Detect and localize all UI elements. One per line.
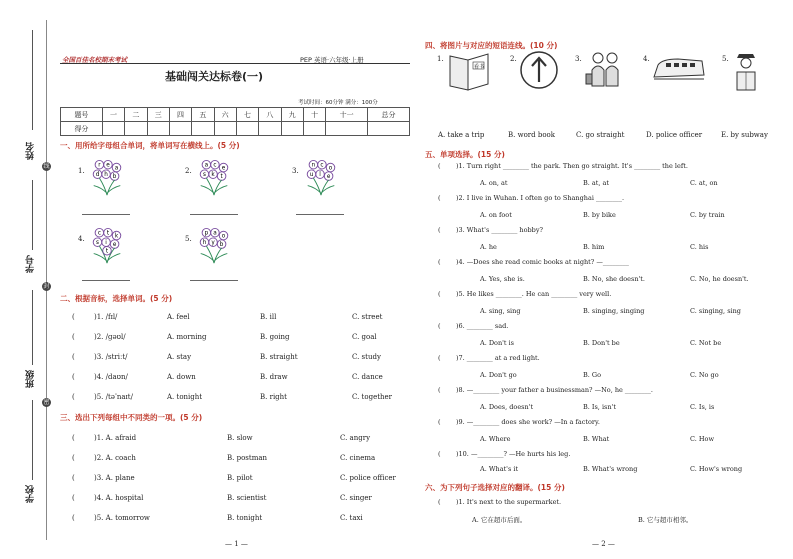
answer-paren[interactable]: (: [438, 498, 441, 506]
puzzle-number: 5.: [185, 235, 192, 243]
option-a: A. Does, doesn't: [480, 403, 534, 411]
option-a: A. sing, sing: [480, 307, 521, 315]
puzzle-letter: d: [95, 172, 100, 179]
option-b: B. 它与超市相邻。: [638, 516, 693, 524]
answer-paren[interactable]: (: [72, 393, 75, 401]
option-a: )2. A. coach: [94, 454, 136, 462]
puzzle-number: 3.: [292, 167, 299, 175]
section6-question: [438, 498, 788, 528]
answer-paren[interactable]: (: [438, 354, 441, 362]
answer-paren[interactable]: (: [72, 434, 75, 442]
puzzle-letter: k: [211, 172, 215, 179]
option-c: C. police officer: [340, 474, 396, 482]
option-a: A. 它在超市后面。: [472, 516, 527, 524]
word-puzzle-2: [185, 158, 226, 180]
option-a: )3. A. plane: [94, 474, 135, 482]
puzzle-letter: a: [204, 162, 209, 169]
option-b: B. him: [583, 243, 605, 251]
section4-title: 四、将图片与对应的短语连线。(10 分): [425, 41, 558, 50]
school-line: [32, 400, 33, 480]
puzzle-letter: i: [105, 240, 107, 247]
option-c: C. goal: [352, 333, 377, 341]
id-line: [32, 180, 33, 250]
answer-paren[interactable]: (: [438, 162, 441, 170]
option-b: B. postman: [227, 454, 268, 462]
option-a: )1. A. afraid: [94, 434, 137, 442]
option-c: C. cinema: [340, 454, 376, 462]
question-text: )10. —________? —He hurts his leg.: [456, 450, 571, 458]
section3-title: 三、选出下列每组中不同类的一项。(5 分): [60, 413, 203, 422]
balloon-flower-icon: [195, 158, 233, 198]
word-puzzle-4: [78, 226, 119, 255]
option-c: C. How's wrong: [690, 465, 743, 473]
answer-line[interactable]: [82, 214, 130, 215]
puzzle-number: 1.: [78, 167, 85, 175]
page-number-right: — 2 —: [592, 540, 615, 548]
score-row-label: 得分: [61, 122, 103, 136]
answer-line[interactable]: [190, 280, 238, 281]
option-c: C. his: [690, 243, 709, 251]
name-line: [32, 30, 33, 130]
go-straight-sign-icon: [519, 50, 559, 90]
question-number: )1. /fɪl/: [94, 313, 118, 321]
police-officer-icon: [731, 50, 761, 94]
score-cell[interactable]: [192, 122, 214, 136]
score-cell[interactable]: [102, 122, 124, 136]
puzzle-letter: e: [112, 242, 117, 248]
score-header: 五: [192, 108, 214, 122]
word-puzzle-1: [78, 158, 119, 180]
score-header: 三: [147, 108, 169, 122]
balloon-flower-icon: [302, 158, 340, 198]
score-cell[interactable]: [214, 122, 236, 136]
option-a: )5. A. tomorrow: [94, 514, 150, 522]
answer-paren[interactable]: (: [72, 373, 75, 381]
option-c: C. singer: [340, 494, 372, 502]
option-b: B. scientist: [227, 494, 267, 502]
pic-number: 3.: [575, 55, 582, 63]
option-a: A. on foot: [480, 211, 512, 219]
section2-title: 二、根据音标，选择单词。(5 分): [60, 294, 173, 303]
puzzle-letter: n: [311, 162, 316, 169]
option-c: C. Is, is: [690, 403, 715, 411]
puzzle-letter: u: [309, 172, 314, 179]
puzzle-letter: s: [96, 240, 99, 247]
puzzle-letter: c: [320, 162, 324, 169]
balloon-flower-icon: [195, 226, 233, 266]
option-c: C. dance: [352, 373, 383, 381]
word-puzzle-5: [185, 226, 226, 248]
answer-paren[interactable]: (: [438, 290, 441, 298]
puzzle-letter: b: [112, 174, 117, 180]
answer-line[interactable]: [296, 214, 344, 215]
option-b: B. slow: [227, 434, 253, 442]
question-text: )4. —Does she read comic books at night? —________: [456, 258, 629, 266]
school-label: 学校: [26, 485, 36, 503]
section2-list: [72, 313, 412, 413]
word-book-icon: [446, 50, 492, 92]
option-c: C. street: [352, 313, 383, 321]
question-number: )3. /striːt/: [94, 353, 128, 361]
score-cell[interactable]: [236, 122, 258, 136]
header-rule: [60, 63, 410, 64]
score-header: 七: [236, 108, 258, 122]
puzzle-letter: p: [204, 230, 209, 237]
option-a: A. Yes, she is.: [480, 275, 525, 283]
answer-paren[interactable]: (: [438, 258, 441, 266]
page-number-left: — 1 —: [225, 540, 248, 548]
class-line: [32, 290, 33, 365]
option-a: A. Don't is: [480, 339, 515, 347]
option-b: B. straight: [260, 353, 298, 361]
answer-line[interactable]: [82, 280, 130, 281]
puzzle-letter: o: [328, 165, 333, 172]
page-title: 基础闯关达标卷(一): [165, 70, 264, 83]
phrase-option[interactable]: A. take a trip: [438, 131, 485, 139]
puzzle-number: 2.: [185, 167, 192, 175]
phrase-option[interactable]: D. police officer: [646, 131, 703, 139]
score-cell[interactable]: [303, 122, 325, 136]
option-b: B. by bike: [583, 211, 616, 219]
puzzle-letter: e: [326, 174, 331, 180]
section5-title: 五、单项选择。(15 分): [425, 150, 505, 159]
binding-margin: [0, 0, 60, 559]
option-c: C. angry: [340, 434, 371, 442]
option-b: B. tonight: [227, 514, 263, 522]
answer-paren[interactable]: (: [72, 474, 75, 482]
option-c: C. together: [352, 393, 393, 401]
answer-paren[interactable]: (: [438, 226, 441, 234]
question-number: )4. /daʊn/: [94, 373, 128, 381]
score-cell[interactable]: [281, 122, 303, 136]
option-a: A. What's it: [480, 465, 519, 473]
question-text: )8. —________ your father a businessman? —No, he ________.: [456, 386, 653, 394]
score-header: 题号: [61, 108, 103, 122]
seal-line-mark: 线: [43, 163, 50, 170]
option-a: )4. A. hospital: [94, 494, 144, 502]
question-text: )1. It's next to the supermarket.: [456, 498, 562, 506]
puzzle-letter: o: [221, 233, 226, 240]
puzzle-letter: e: [106, 162, 110, 169]
pic-number: 4.: [643, 55, 650, 63]
question-text: )6. ________ sad.: [456, 322, 509, 330]
option-c: C. singing, sing: [690, 307, 741, 315]
answer-paren[interactable]: (: [72, 313, 75, 321]
answer-paren[interactable]: (: [72, 494, 75, 502]
puzzle-letter: t: [105, 248, 109, 255]
option-a: A. tonight: [167, 393, 203, 401]
option-a: A. down: [167, 373, 196, 381]
answer-paren[interactable]: (: [72, 454, 75, 462]
option-b: B. ill: [260, 313, 277, 321]
option-c: C. study: [352, 353, 381, 361]
option-b: B. draw: [260, 373, 288, 381]
option-c: C. No, he doesn't.: [690, 275, 749, 283]
puzzle-letter: r: [98, 162, 101, 169]
option-b: B. going: [260, 333, 290, 341]
option-c: C. taxi: [340, 514, 363, 522]
question-text: )1. Turn right ________ the park. Then go straight. It's ________ the left.: [456, 162, 688, 170]
score-cell[interactable]: [259, 122, 281, 136]
puzzle-letter: h: [104, 172, 108, 179]
subway-train-icon: [652, 55, 706, 85]
option-b: B. What: [583, 435, 610, 443]
phrase-option[interactable]: E. by subway: [721, 131, 768, 139]
pic-number: 5.: [722, 55, 729, 63]
score-header: 总分: [368, 108, 410, 122]
score-header: 四: [169, 108, 191, 122]
option-b: B. singing, singing: [583, 307, 645, 315]
option-a: A. stay: [167, 353, 192, 361]
question-text: )2. I live in Wuhan. I often go to Shanghai ________.: [456, 194, 625, 202]
puzzle-letter: c: [97, 230, 101, 237]
option-b: B. What's wrong: [583, 465, 638, 473]
question-number: )2. /ɡəʊl/: [94, 333, 126, 341]
score-header: 二: [125, 108, 147, 122]
score-cell[interactable]: [326, 122, 368, 136]
question-text: )9. —________ does she work? —In a factory.: [456, 418, 600, 426]
answer-paren[interactable]: (: [72, 333, 75, 341]
puzzle-letter: k: [114, 233, 119, 240]
answer-paren[interactable]: (: [72, 514, 75, 522]
phrase-option[interactable]: B. word book: [508, 131, 556, 139]
travelers-trip-icon: [584, 48, 626, 92]
puzzle-number: 4.: [78, 235, 85, 243]
puzzle-letter: s: [203, 172, 206, 179]
option-b: B. Is, isn't: [583, 403, 616, 411]
option-a: A. feel: [167, 313, 190, 321]
question-text: )5. He likes ________. He can ________ very well.: [456, 290, 612, 298]
pic-number: 2.: [510, 55, 517, 63]
word-puzzle-3: [292, 158, 333, 180]
section1-title: 一、用所给字母组合单词，将单词写在横线上。(5 分): [60, 141, 240, 150]
option-c: C. Not be: [690, 339, 722, 347]
section5-list: [438, 162, 788, 482]
score-cell[interactable]: [125, 122, 147, 136]
answer-paren[interactable]: (: [438, 194, 441, 202]
puzzle-letter: e: [221, 165, 226, 172]
score-header: 八: [259, 108, 281, 122]
option-b: B. pilot: [227, 474, 253, 482]
puzzle-letter: l: [319, 172, 321, 179]
balloon-flower-icon: [88, 226, 126, 266]
binding-line: [46, 20, 47, 540]
puzzle-letter: b: [219, 242, 224, 248]
puzzle-letter: t: [220, 174, 223, 180]
book-cover-text: 看书: [474, 64, 485, 70]
option-a: A. on, at: [480, 179, 508, 187]
name-label: 姓名: [26, 142, 36, 160]
option-c: C. How: [690, 435, 715, 443]
puzzle-letter: t: [106, 230, 110, 237]
score-table: [60, 107, 410, 136]
option-b: B. right: [260, 393, 287, 401]
puzzle-letter: y: [211, 240, 215, 247]
option-c: C. at, on: [690, 179, 718, 187]
score-cell[interactable]: [368, 122, 410, 136]
option-b: B. Go: [583, 371, 602, 379]
answer-paren[interactable]: (: [438, 386, 441, 394]
option-a: A. he: [480, 243, 497, 251]
puzzle-letter: c: [213, 162, 217, 169]
option-b: B. at, at: [583, 179, 610, 187]
class-label: 班级: [26, 370, 36, 388]
answer-line[interactable]: [190, 214, 238, 215]
option-a: A. morning: [167, 333, 207, 341]
question-text: )3. What's ________ hobby?: [456, 226, 543, 234]
option-b: B. No, she doesn't.: [583, 275, 645, 283]
score-cell[interactable]: [147, 122, 169, 136]
question-text: )7. ________ at a red light.: [456, 354, 540, 362]
score-header: 九: [281, 108, 303, 122]
option-a: A. Don't go: [480, 371, 517, 379]
answer-paren[interactable]: (: [438, 418, 441, 426]
pic-number: 1.: [437, 55, 444, 63]
puzzle-letter: a: [114, 165, 119, 172]
balloon-flower-icon: [88, 158, 126, 198]
exam-info: 考试时间：60分钟 满分：100分: [298, 100, 378, 106]
seal-close-mark: 密: [43, 399, 50, 406]
section3-list: [72, 434, 412, 534]
option-a: A. Where: [480, 435, 511, 443]
series-label: PEP 英语·六年级·上册: [300, 56, 364, 64]
answer-paren[interactable]: (: [438, 450, 441, 458]
section6-title: 六、为下列句子选择对应的翻译。(15 分): [425, 483, 565, 492]
question-number: )5. /təˈnaɪt/: [94, 393, 133, 401]
answer-paren[interactable]: (: [72, 353, 75, 361]
score-cell[interactable]: [169, 122, 191, 136]
score-header: 十: [303, 108, 325, 122]
phrase-option[interactable]: C. go straight: [576, 131, 625, 139]
seal-seal-mark: 封: [43, 283, 50, 290]
option-c: C. No go: [690, 371, 719, 379]
score-header: 十一: [326, 108, 368, 122]
option-c: C. by train: [690, 211, 725, 219]
option-b: B. Don't be: [583, 339, 620, 347]
score-header: 一: [102, 108, 124, 122]
score-header: 六: [214, 108, 236, 122]
id-label: 学号: [26, 255, 36, 273]
answer-paren[interactable]: (: [438, 322, 441, 330]
puzzle-letter: h: [202, 240, 207, 247]
puzzle-letter: a: [213, 230, 217, 237]
tagline: 全国百佳名校期末考试: [62, 56, 127, 64]
